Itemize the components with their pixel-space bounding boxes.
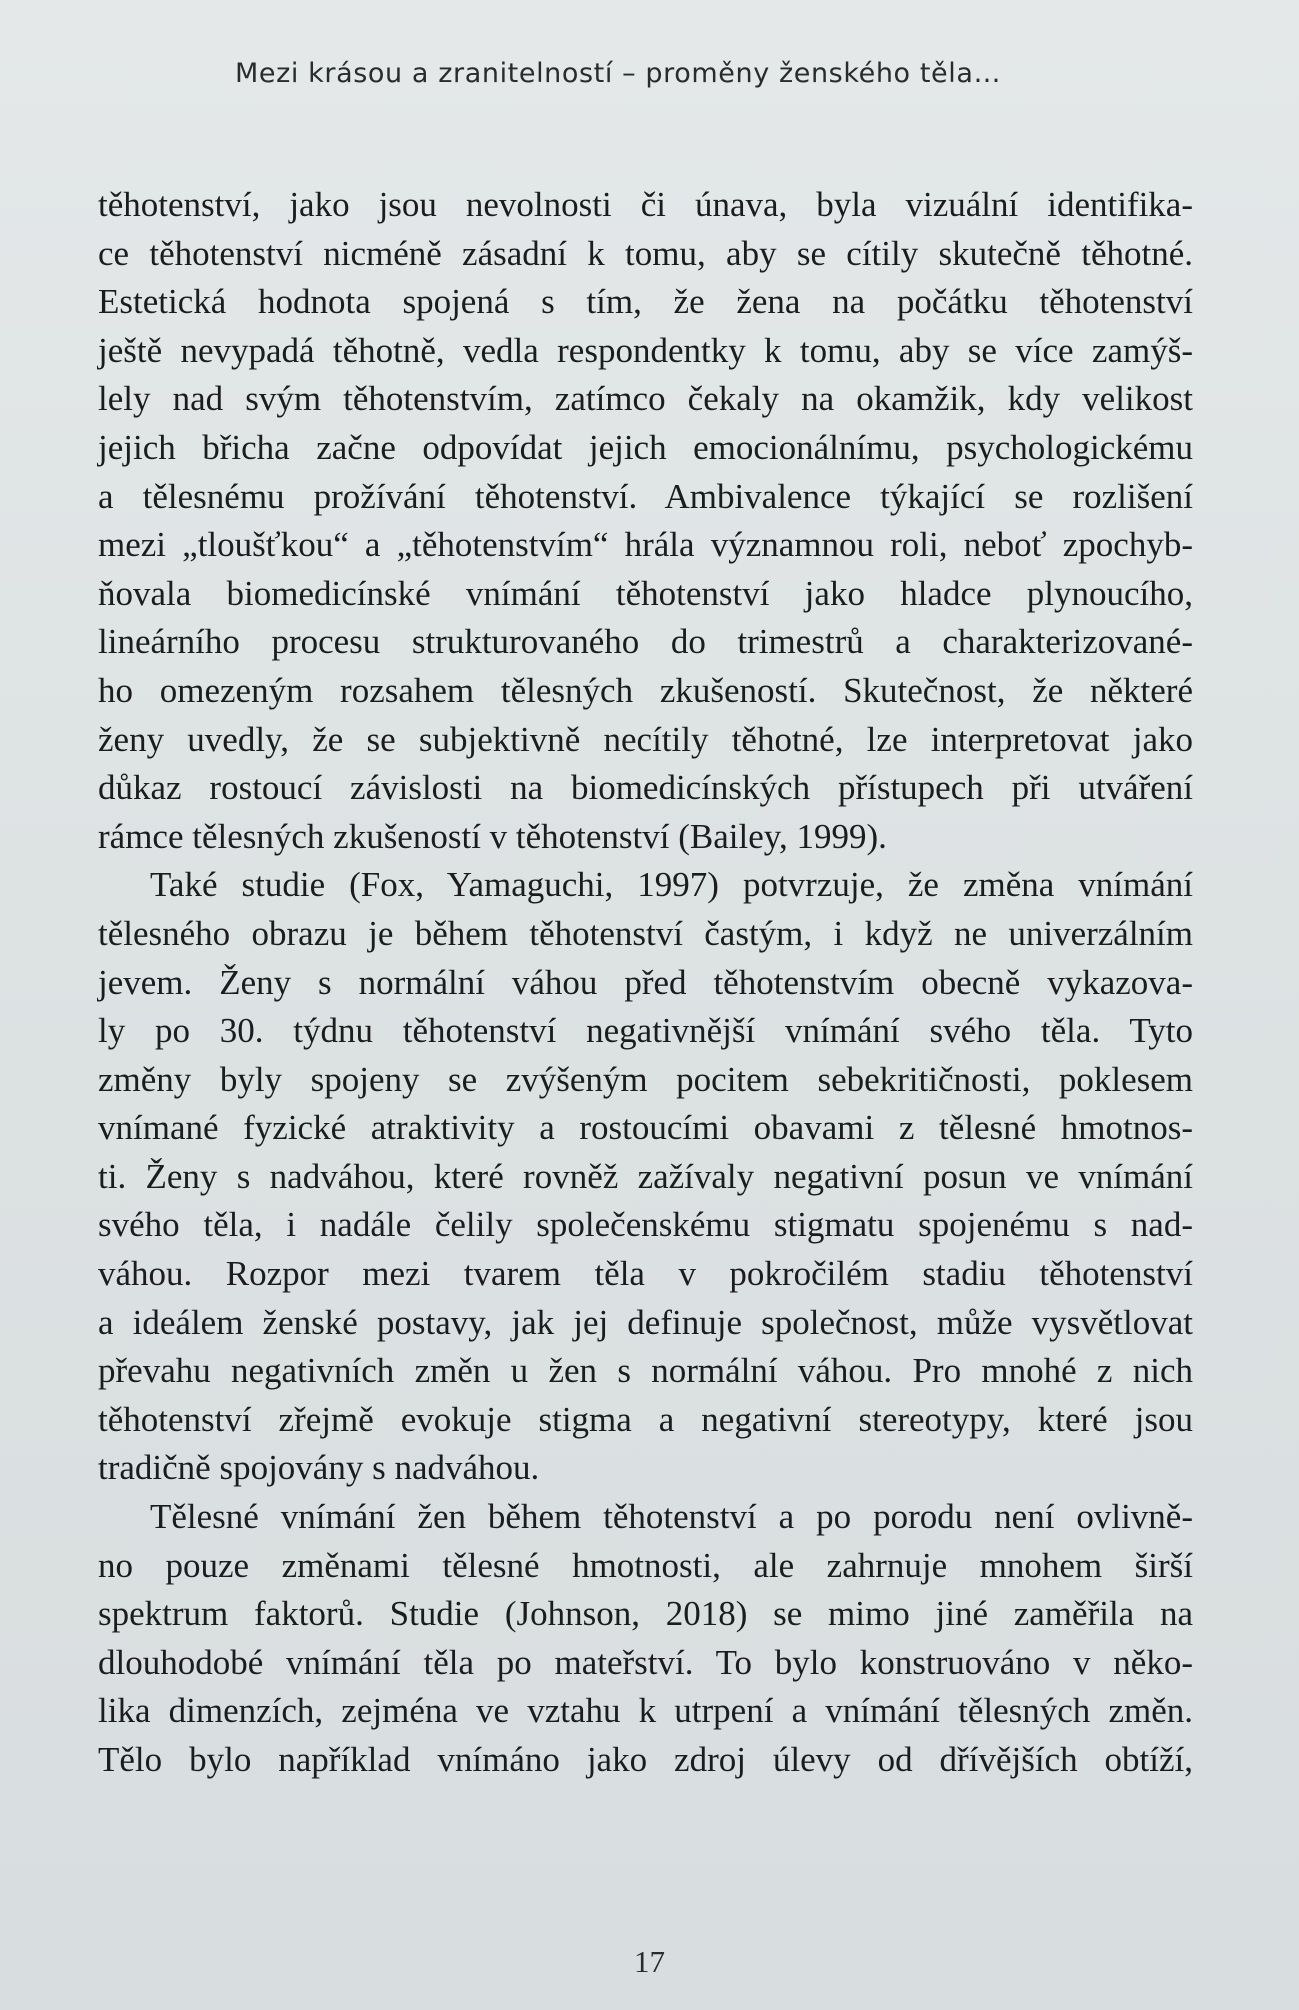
- text-line: Tělesné vnímání žen během těhotenství a po porodu není ovlivně-: [150, 1497, 1193, 1537]
- text-line: ho omezeným rozsahem tělesných zkušeností. Skutečnost, že některé: [98, 670, 1193, 710]
- text-line: lely nad svým těhotenstvím, zatímco čekaly na okamžik, kdy velikost: [98, 379, 1193, 419]
- text-line: svého těla, i nadále čelily společenskému stigmatu spojenému s nad-: [98, 1205, 1193, 1245]
- text-line: ce těhotenství nicméně zásadní k tomu, aby se cítily skutečně těhotné.: [98, 233, 1193, 273]
- text-line: jevem. Ženy s normální váhou před těhotenstvím obecně vykazova-: [98, 962, 1193, 1002]
- text-line: ňovala biomedicínské vnímání těhotenství jako hladce plynoucího,: [98, 573, 1193, 613]
- text-line: rámce tělesných zkušeností v těhotenství (Bailey, 1999).: [98, 816, 887, 856]
- text-line: převahu negativních změn u žen s normální váhou. Pro mnohé z nich: [98, 1351, 1193, 1391]
- text-line: a tělesnému prožívání těhotenství. Ambivalence týkající se rozlišení: [98, 476, 1193, 516]
- text-line: ti. Ženy s nadváhou, které rovněž zažívaly negativní posun ve vnímání: [98, 1156, 1193, 1196]
- text-line: těhotenství zřejmě evokuje stigma a negativní stereotypy, které jsou: [98, 1399, 1193, 1439]
- text-line: lika dimenzích, zejména ve vztahu k utrpení a vnímání tělesných změn.: [98, 1691, 1193, 1731]
- text-line: dlouhodobé vnímání těla po mateřství. To bylo konstruováno v něko-: [98, 1642, 1193, 1682]
- text-line: tělesného obrazu je během těhotenství častým, i když ne univerzálním: [98, 913, 1193, 953]
- text-line: mezi „tloušťkou“ a „těhotenstvím“ hrála významnou roli, neboť zpochyb-: [98, 525, 1193, 565]
- text-line: Estetická hodnota spojená s tím, že žena na počátku těhotenství: [98, 282, 1193, 322]
- text-line: změny byly spojeny se zvýšeným pocitem sebekritičnosti, poklesem: [98, 1059, 1193, 1099]
- text-line: ly po 30. týdnu těhotenství negativnější vnímání svého těla. Tyto: [98, 1011, 1193, 1051]
- text-line: důkaz rostoucí závislosti na biomedicínských přístupech při utváření: [98, 768, 1193, 808]
- paragraph-1: [98, 181, 1193, 861]
- text-line: ještě nevypadá těhotně, vedla respondentky k tomu, aby se více zamýš-: [98, 330, 1193, 370]
- text-line: ženy uvedly, že se subjektivně necítily těhotné, lze interpretovat jako: [98, 719, 1193, 759]
- text-line: no pouze změnami tělesné hmotnosti, ale zahrnuje mnohem širší: [98, 1545, 1193, 1585]
- running-header: Mezi krásou a zranitelností – proměny ženského těla…: [235, 58, 1002, 89]
- text-line: těhotenství, jako jsou nevolnosti či únava, byla vizuální identifika-: [98, 185, 1193, 224]
- page-number: 17: [634, 1944, 665, 1979]
- text-line: Tělo bylo například vnímáno jako zdroj úlevy od dřívějších obtíží,: [98, 1740, 1193, 1779]
- paragraph-2: [98, 861, 1193, 1493]
- text-line: vnímané fyzické atraktivity a rostoucími obavami z tělesné hmotnos-: [98, 1108, 1193, 1148]
- text-line: tradičně spojovány s nadváhou.: [98, 1448, 540, 1488]
- body-text: [98, 181, 1193, 1785]
- text-line: spektrum faktorů. Studie (Johnson, 2018) se mimo jiné zaměřila na: [98, 1594, 1193, 1634]
- text-line: lineárního procesu strukturovaného do trimestrů a charakterizované-: [98, 622, 1193, 662]
- paragraph-3: [98, 1493, 1193, 1785]
- text-line: Také studie (Fox, Yamaguchi, 1997) potvrzuje, že změna vnímání: [150, 865, 1193, 905]
- text-line: jejich břicha začne odpovídat jejich emocionálnímu, psychologickému: [98, 427, 1193, 467]
- text-line: a ideálem ženské postavy, jak jej definuje společnost, může vysvětlovat: [98, 1302, 1193, 1342]
- text-line: váhou. Rozpor mezi tvarem těla v pokročilém stadiu těhotenství: [98, 1254, 1193, 1294]
